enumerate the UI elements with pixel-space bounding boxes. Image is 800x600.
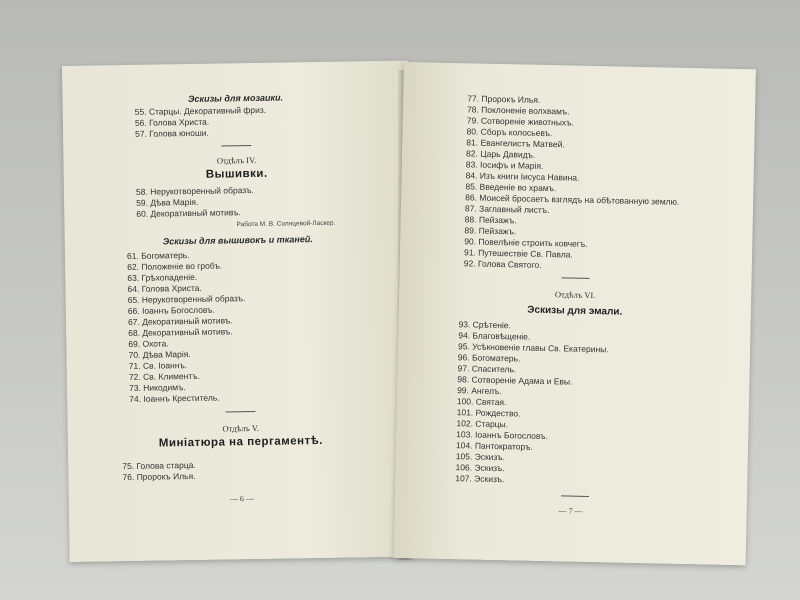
catalog-entry: 89. Пейзажъ. (464, 225, 517, 237)
catalog-entry: 93. Срѣтеніе. (458, 319, 512, 331)
catalog-entry: 98. Сотвореніе Адама и Евы. (457, 374, 573, 387)
catalog-entry: 71. Св. Іоаннъ. (128, 360, 188, 371)
catalog-entry: 77. Пророкъ Илья. (467, 93, 541, 105)
section-divider (221, 145, 251, 146)
right-page-content (404, 62, 756, 516)
embroidery-section-heading: Эскизы для вышивокъ и тканей. (162, 234, 313, 247)
catalog-entry: 92. Голова Святого. (463, 258, 542, 270)
catalog-entry: 87. Заглавный листъ. (464, 203, 550, 216)
catalog-entry: 70. Дѣва Марія. (128, 349, 191, 360)
catalog-entry: 58. Нерукотворенный образъ. (135, 185, 254, 197)
section-4-label: Отдѣлъ IV. (216, 154, 257, 166)
catalog-entry: 56. Голова Христа. (134, 116, 210, 128)
left-page (62, 61, 416, 562)
catalog-entry: 67. Декоративный мотивъ. (127, 315, 233, 327)
catalog-entry: 96. Богоматерь. (457, 352, 521, 364)
catalog-entry: 81. Евангелистъ Матвей. (466, 137, 565, 150)
catalog-entry: 69. Охота. (128, 338, 169, 349)
section-divider (225, 411, 255, 412)
catalog-entry: 91. Путешествіе Св. Павла. (463, 247, 573, 260)
catalog-entry: 72. Св. Климентъ. (128, 370, 201, 382)
catalog-entry: 80. Сборъ колосьевъ. (466, 126, 553, 139)
catalog-entry: 79. Сотвореніе животныхъ. (466, 115, 574, 128)
catalog-entry: 100. Святая. (456, 396, 507, 408)
catalog-entry: 86. Моисей бросаетъ взглядъ на обѣтованную землю. (465, 192, 680, 207)
catalog-entry: 104. Пантократоръ. (455, 440, 533, 452)
left-page-content (62, 61, 408, 504)
catalog-entry: 82. Царь Давидъ. (465, 148, 536, 160)
catalog-entry: 57. Голова юноши. (134, 127, 209, 139)
right-page (394, 62, 756, 565)
section-6-title: Эскизы для эмали. (527, 304, 623, 318)
catalog-entry: 84. Изъ книги Іисуса Навина. (465, 170, 580, 183)
page-number: — 7 — (558, 506, 583, 516)
catalog-entry: 64. Голова Христа. (127, 282, 202, 294)
catalog-entry: 106. Эскизъ. (455, 462, 505, 474)
catalog-entry: 85. Введеніе во храмъ. (465, 181, 557, 194)
section-divider (561, 495, 589, 497)
catalog-entry: 76. Пророкъ Илья. (122, 470, 196, 483)
catalog-entry: 90. Повелѣніе строить ковчегъ. (464, 236, 588, 249)
artist-credit: Работа М. В. Солнцевой-Ласкер. (236, 219, 336, 229)
catalog-entry: 78. Поклоненіе волхвамъ. (466, 104, 570, 117)
page-number: — 6 — (229, 494, 254, 504)
section-4-title: Вышивки. (205, 167, 268, 181)
catalog-entry: 63. Грѣхопаденіе. (127, 271, 198, 283)
catalog-entry: 75. Голова старца. (122, 459, 196, 472)
catalog-entry: 99. Ангелъ. (457, 385, 502, 397)
catalog-entry: 97. Спаситель. (457, 363, 517, 375)
catalog-entry: 73. Никодимъ. (128, 382, 186, 393)
catalog-entry: 62. Положеніе во гробъ. (127, 260, 223, 273)
catalog-entry: 105. Эскизъ. (455, 451, 505, 463)
catalog-entry: 94. Благовѣщеніе. (458, 330, 531, 342)
catalog-entry: 74. Іоаннъ Креститель. (129, 392, 220, 404)
catalog-entry: 59. Дѣва Марія. (136, 196, 199, 208)
catalog-entry: 95. Усѣкновеніе главы Св. Екатерины. (457, 341, 609, 355)
catalog-entry: 88. Пейзажъ. (464, 214, 517, 226)
catalog-entry: 68. Декоративный мотивъ. (128, 326, 233, 338)
mosaic-section-heading: Эскизы для мозаики. (187, 92, 284, 105)
catalog-entry: 107. Эскизъ. (455, 473, 505, 485)
catalog-entry: 61. Богоматерь. (126, 250, 190, 262)
section-5-title: Миніатюра на пергаментѣ. (158, 434, 324, 450)
catalog-entry: 102. Старцы. (456, 418, 509, 430)
catalog-entry: 101. Рождество. (456, 407, 521, 419)
section-6-label: Отдѣлъ VI. (554, 289, 596, 301)
catalog-entry: 103. Іоаннъ Богословъ. (456, 429, 548, 442)
section-5-label: Отдѣлъ V. (222, 422, 260, 434)
catalog-entry: 60. Декоративный мотивъ. (136, 207, 241, 219)
catalog-entry: 65. Нерукотворенный образъ. (127, 293, 246, 305)
section-divider (562, 277, 590, 279)
catalog-entry: 66. Іоаннъ Богословъ. (127, 304, 215, 316)
catalog-entry: 55. Старцы. Декоративный фриз. (134, 104, 267, 117)
catalog-entry: 83. Іосифъ и Марія. (465, 159, 544, 171)
